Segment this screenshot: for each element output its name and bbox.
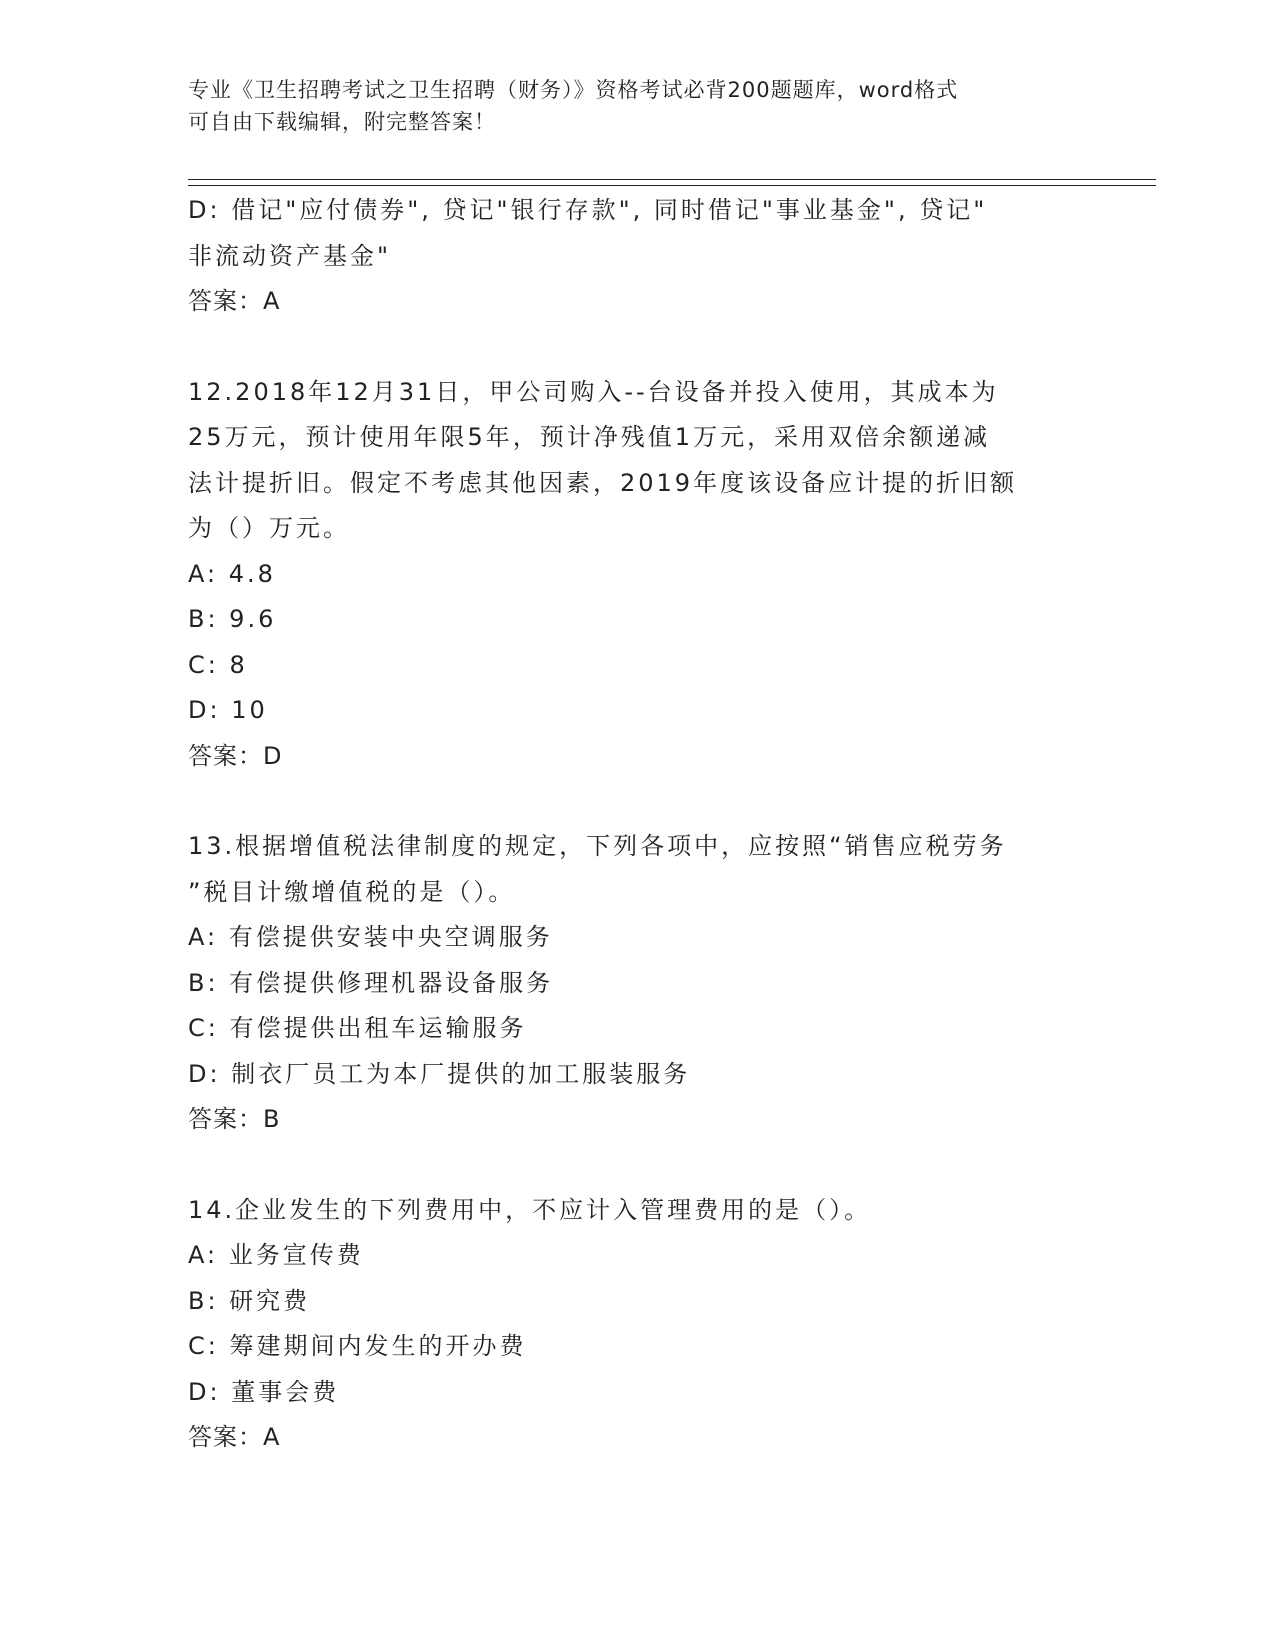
answer-line: 答案：A bbox=[188, 1423, 281, 1451]
spacer bbox=[188, 1143, 1088, 1188]
document-header bbox=[188, 74, 1068, 138]
answer-line: 答案：A bbox=[188, 287, 281, 315]
question-stem-line: 14.企业发生的下列费用中，不应计入管理费用的是（）。 bbox=[188, 1195, 872, 1224]
option-a: A: 业务宣传费 bbox=[188, 1241, 364, 1269]
option-a: A: 4.8 bbox=[188, 559, 276, 588]
header-line-2: 可自由下载编辑，附完整答案！ bbox=[188, 110, 496, 134]
option-c: C: 8 bbox=[188, 650, 248, 679]
header-rule-top bbox=[188, 179, 1156, 180]
answer-line: 答案：D bbox=[188, 741, 283, 770]
question-stem-line: 12.2018年12月31日，甲公司购入--台设备并投入使用，其成本为 bbox=[188, 377, 999, 406]
answer-line: 答案：B bbox=[188, 1105, 281, 1133]
question-stem-line: 13.根据增值税法律制度的规定，下列各项中，应按照“销售应税劳务 bbox=[188, 832, 1007, 860]
document-body bbox=[188, 188, 1088, 1461]
question-14 bbox=[188, 1188, 1088, 1461]
option-b: B: 研究费 bbox=[188, 1286, 311, 1315]
option-d: D: 制衣厂员工为本厂提供的加工服装服务 bbox=[188, 1059, 691, 1088]
option-d: D: 董事会费 bbox=[188, 1377, 340, 1406]
question-stem-line: 为（）万元。 bbox=[188, 514, 350, 542]
option-a: A: 有偿提供安装中央空调服务 bbox=[188, 923, 553, 951]
question-stem-line: ”税目计缴增值税的是（）。 bbox=[188, 877, 516, 906]
question-11-tail bbox=[188, 188, 1088, 325]
spacer bbox=[188, 779, 1088, 824]
option-d-continued: 非流动资产基金" bbox=[188, 241, 392, 270]
option-b: B: 9.6 bbox=[188, 605, 277, 633]
option-c: C: 筹建期间内发生的开办费 bbox=[188, 1332, 527, 1360]
question-12 bbox=[188, 370, 1088, 780]
question-13 bbox=[188, 824, 1088, 1143]
spacer bbox=[188, 325, 1088, 370]
header-rule-bottom bbox=[188, 185, 1156, 186]
question-stem-line: 25万元，预计使用年限5年，预计净残值1万元，采用双倍余额递减 bbox=[188, 423, 991, 451]
option-b: B: 有偿提供修理机器设备服务 bbox=[188, 968, 554, 997]
option-c: C: 有偿提供出租车运输服务 bbox=[188, 1014, 527, 1042]
option-d: D: 10 bbox=[188, 696, 268, 724]
question-stem-line: 法计提折旧。假定不考虑其他因素，2019年度该设备应计提的折旧额 bbox=[188, 468, 1018, 497]
header-line-1: 专业《卫生招聘考试之卫生招聘（财务）》资格考试必背200题题库，word格式 bbox=[188, 78, 959, 102]
option-d: D: 借记"应付债券", 贷记"银行存款", 同时借记"事业基金", 贷记" bbox=[188, 196, 988, 224]
